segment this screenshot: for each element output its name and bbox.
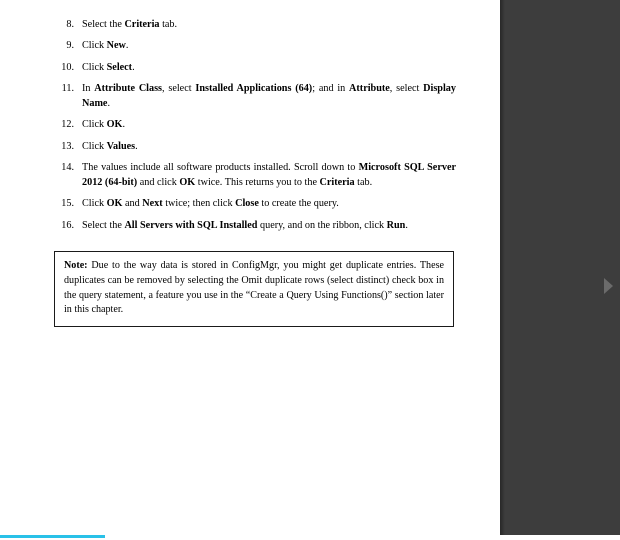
numbered-step-list [52,18,456,233]
step-fragment: . [122,119,126,131]
step-emphasis: Microsoft SQL Server 2012 (64-bit) [82,162,456,188]
step-emphasis: Values [106,140,136,152]
list-item [52,118,456,132]
step-text [82,220,408,231]
step-fragment: tab. [354,176,373,188]
step-fragment: and click [137,176,180,188]
step-emphasis: Criteria [124,19,160,30]
note-callout [54,251,454,327]
step-text [82,19,177,30]
step-text [82,198,339,209]
step-fragment: . [107,97,111,109]
step-emphasis: Close [235,198,259,210]
note-text: Due to the way data is stored in ConfigMgr, you might get duplicate entries. These duplicates can be removed by selecting the Omit duplicate rows (select distinct) check box in the query statement, a feature you use in the “Create a Query Using Functions()” section later in this chapter. [64,260,444,316]
step-fragment: . [135,140,138,152]
list-item [52,197,456,211]
reading-progress-fill [0,535,105,538]
step-fragment: Click [82,40,107,52]
step-number: 16. [61,219,74,231]
list-item [52,219,456,233]
step-fragment: Click [82,61,107,73]
list-item [52,18,456,32]
step-number: 8. [66,19,74,30]
step-text [82,162,456,187]
step-number: 14. [61,162,74,174]
step-fragment: tab. [159,19,178,30]
step-fragment: to create the query. [258,198,339,210]
step-text [82,62,135,73]
step-fragment: , select [389,83,424,95]
note-label: Note: [64,260,88,272]
step-emphasis: Installed Applications (64) [195,83,313,95]
step-emphasis: Next [142,198,163,210]
step-emphasis: Attribute Class [94,83,163,95]
step-fragment: twice; then click [162,198,236,210]
step-fragment: Click [82,198,107,210]
step-emphasis: OK [179,176,196,188]
step-number: 13. [61,140,74,152]
list-item [52,61,456,75]
step-fragment: . [405,219,408,231]
step-text [82,83,456,108]
step-emphasis: Attribute [349,83,390,95]
step-fragment: query, and on the ribbon, click [257,219,387,231]
step-text [82,119,125,130]
page-content [0,0,500,327]
step-number: 9. [66,40,74,52]
step-fragment: . [125,40,129,52]
list-item [52,161,456,190]
step-emphasis: Criteria [319,176,355,188]
step-fragment: Select the [82,19,125,30]
step-fragment: The values include all software products installed. Scroll down to [82,162,359,174]
step-emphasis: Select [106,61,133,73]
step-number: 10. [61,61,74,73]
step-fragment: , select [162,83,196,95]
reading-progress-bar[interactable] [0,535,620,540]
viewer-background-right [500,0,620,540]
step-text [82,141,138,152]
step-fragment: and [122,198,143,210]
step-fragment: . [132,61,135,73]
page-edge-shadow [500,0,505,540]
step-fragment: twice. This returns you to the [195,176,320,188]
step-emphasis: OK [106,198,123,210]
step-fragment: Click [82,140,107,152]
step-fragment: Click [82,119,107,131]
next-page-arrow-icon[interactable] [604,278,613,294]
step-emphasis: Run [386,219,406,231]
list-item [52,39,456,53]
step-emphasis: All Servers with SQL Installed [124,219,258,231]
step-emphasis: OK [106,119,123,131]
step-fragment: Select the [82,219,125,231]
step-number: 11. [61,83,74,95]
step-fragment: In [82,83,95,95]
step-text [82,40,128,51]
step-number: 15. [61,198,74,210]
list-item [52,140,456,154]
step-number: 12. [61,119,74,131]
step-fragment: ; and in [312,83,350,95]
step-emphasis: Display Name [82,83,456,109]
step-emphasis: New [106,40,126,52]
list-item [52,82,456,111]
